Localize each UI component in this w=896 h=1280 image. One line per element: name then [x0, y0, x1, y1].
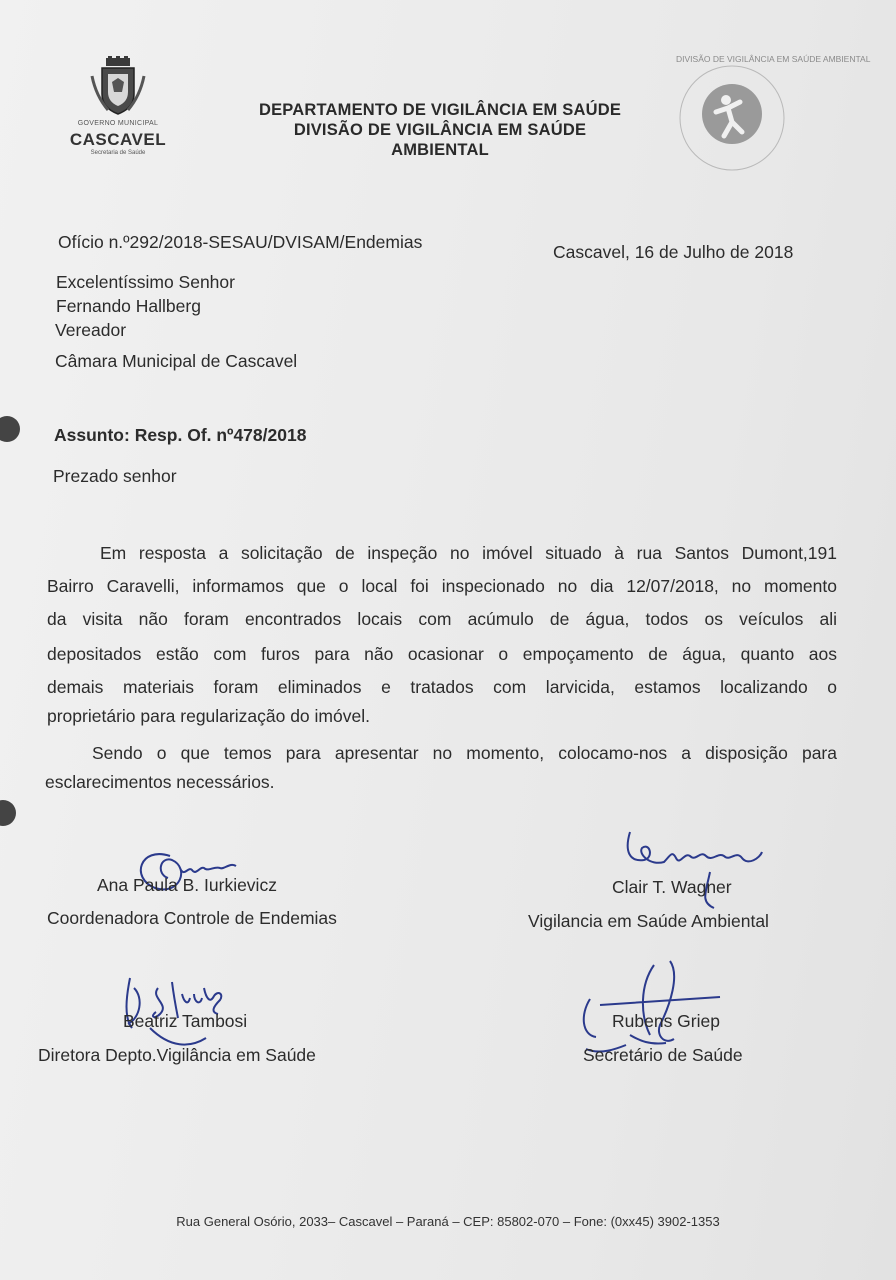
body-line-5: demais materiais foram eliminados e tratados com larvicida, estamos localizando o: [47, 677, 837, 697]
secretariat-name: Secretaria de Saúde: [90, 150, 146, 156]
signatory-name-beatriz: Beatriz Tambosi: [123, 1011, 248, 1031]
title-line-2: DIVISÃO DE VIGILÂNCIA EM SAÚDE: [293, 121, 587, 139]
signatory-role-beatriz: Diretora Depto.Vigilância em Saúde: [38, 1045, 316, 1065]
coat-of-arms-icon: [88, 56, 148, 116]
municipality-line: GOVERNO MUNICIPAL: [77, 120, 159, 127]
letterhead-title: [200, 100, 680, 160]
recipient-line-3: Vereador: [55, 320, 127, 340]
signatory-name-rubens: Rubens Griep: [612, 1011, 720, 1031]
recipient-line-4: Câmara Municipal de Cascavel: [55, 351, 298, 371]
footer-address: Rua General Osório, 2033– Cascavel – Paraná – CEP: 85802-070 – Fone: (0xx45) 3902-1353: [176, 1214, 720, 1229]
place-date: Cascavel, 16 de Julho de 2018: [553, 242, 794, 262]
subject-line: Assunto: Resp. Of. nº478/2018: [54, 425, 307, 445]
recipient-line-1: Excelentíssimo Senhor: [56, 272, 235, 292]
cascavel-logo: [58, 50, 178, 165]
body-line-8: esclarecimentos necessários.: [45, 772, 275, 792]
signature-ana: [110, 838, 260, 908]
signatory-role-clair: Vigilancia em Saúde Ambiental: [528, 911, 769, 931]
division-seal: [676, 54, 871, 174]
signatory-role-rubens: Secretário de Saúde: [583, 1045, 743, 1065]
city-name: CASCAVEL: [69, 130, 167, 149]
body-line-1: Em resposta a solicitação de inspeção no imóvel situado à rua Santos Dumont,191: [100, 543, 837, 563]
recipient-line-2: Fernando Hallberg: [56, 296, 201, 316]
body-line-6: proprietário para regularização do imóvel.: [47, 706, 370, 726]
signature-clair: [610, 822, 780, 922]
signatory-name-ana: Ana Paula B. Iurkievicz: [97, 875, 277, 895]
reference-number: Ofício n.º292/2018-SESAU/DVISAM/Endemias: [58, 232, 423, 252]
body-line-3: da visita não foram encontrados locais com acúmulo de água, todos os veículos ali: [47, 609, 837, 629]
title-line-3: AMBIENTAL: [391, 141, 489, 159]
punch-hole: [0, 800, 16, 826]
body-line-4: depositados estão com furos para não ocasionar o empoçamento de água, quanto aos: [47, 644, 837, 664]
title-line-1: DEPARTAMENTO DE VIGILÂNCIA EM SAÚDE: [258, 101, 622, 119]
body-line-2: Bairro Caravelli, informamos que o local foi inspecionado no dia 12/07/2018, no momento: [47, 576, 837, 596]
punch-hole: [0, 416, 20, 442]
seal-text: DIVISÃO DE VIGILÂNCIA EM SAÚDE AMBIENTAL: [676, 54, 871, 64]
signatory-name-clair: Clair T. Wagner: [612, 877, 732, 897]
body-line-7: Sendo o que temos para apresentar no momento, colocamo-nos a disposição para: [92, 743, 837, 763]
salutation: Prezado senhor: [53, 466, 177, 486]
signatory-role-ana: Coordenadora Controle de Endemias: [47, 908, 337, 928]
